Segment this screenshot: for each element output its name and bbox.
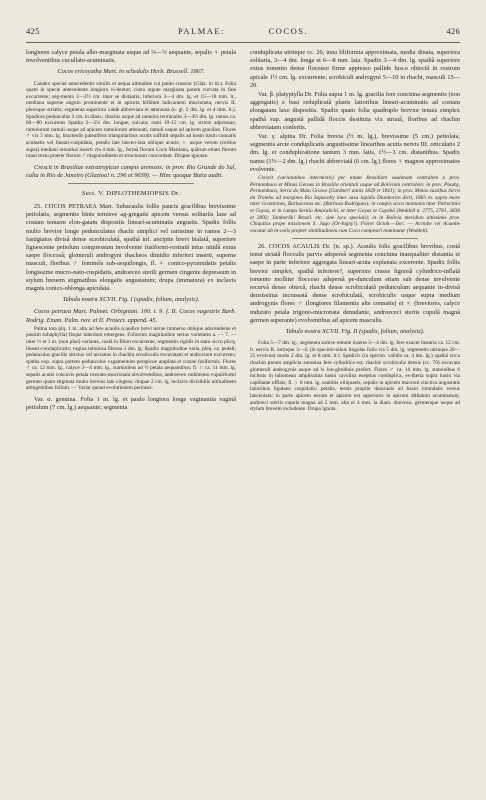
left-page-number: 425 [26,26,40,36]
plate-reference: Tabula nostra XCVII. Fig. II (spadix, folium, analysis). [285,328,425,336]
right-page-number: 426 [446,26,460,36]
right-running-title: COCOS. [268,26,309,36]
paragraph-continuation: conduplicata utrinque cc. 20, inna filiformia approximata, media dinata, superiora solitaria, 3—4 dm. longa et 6—8 mm. lata. Spadix 3—4 dm. lg. spathâ superiore extus tomento dense flocosso firme appresso pallide fusco obtectâ in rostrum apicale 1½ cm. lg. excurrente; scrobiculi androgyni 5—10 in rhachi, masculi 15—20. [250,49,460,89]
distribution-paragraph: Crescit in Brasiliae extratropicae campis arenosis: in prov. Rio Grande do Sul, culta in Rio de Janeiro (Glaziou! n. 296 et 9039). — Hinc quoque Butia audit. [26,163,236,179]
section-heading: Sect. V. DIPLOTHEMIOPSIS Dr. [81,189,181,197]
left-running-title: PALMAE: [177,26,225,36]
running-title [178,26,308,36]
description-paragraph: Palma tota plq. 1 m. alta ad fere acaulis (caudice brevi terrae immerso oblique adscendente et passim subaphylla) fisque interdum emergens. Foliorum magnitudine serius varietates a. — 7. — inter ½ et 1 m. (non plus) variante, costâ in filum excurrente, segmentis rigidis in statu sicco plicq. lineari-conduplicatis; vagina tubulosa fibrosa 1 dm. lg. Spadix magnitudine varia, pleq. ca. pedali; pedunculus gracilis strictus vel arcuatus in rhachin scrobiculis excavatam et androcium excurrens; spatha exp. supra partem pedunculus vagamentum perspicue amplata et costae fusiformis. Flores ♂ ca. 12 mm. lg., calyce 3—4 mm. lg., staminibus ad ½ petala aequantibus; fl. ♀ ca. 11 mm. lg. sepalis acutis concavis petala rostrato-mucronata obvolventibus, androeceo rudimento cupuliformi germen quam stigmata multo brevius late cingens; drupae 2 cm. lg. inclavis divisibilis ultitudinem attingentibus follum. — Variat quoad evolutionem perinnei: [26,325,236,392]
species-diagnosis: 25. COCOS PETRAEA Mart. Subacaulis follis paucis gracilibus brevissime petiolatis, segmentis binis ternisve ag-gregatis apicem versus solitariis laxe ad costam tenuem elon-gatam dispositis lineari-acuminatis angustis. Spadix follis multo brevior longe pedunculatus rhachi simplici vel rarissime in ramos 2—3 fastigiatos divisâ dense scrobiculatâ, spathâ inf. ancipite brevi bialatâ, superiore lignescente petiolum compressum involvente fusiformi-rostratâ intus nitidâ extus saepe floccosâ; glomeruli androgyni rhacheos dimidio inferiori inserti, superne masculi, floribus ♂ feminels sub-aequilongis, fl. ♀ conico-pyramidatis petalis longissime mucro-nato-cuspidatis, androeceo sterili germen cingente depressum in stylum breuem stigmatibus elongatis angustatum; drupa (immatura) ex inclavis magnis conico-oblonga apiculata. [26,202,236,292]
text-columns [26,49,460,417]
synonym-citation: Cocos petraea Mart. Palmet. Orbignian. 100. t. 9. f. II. Cocos vagestris Barb. Rodrig. Enum. Palm. nov. et II. Protect. append. 45. [26,308,236,324]
section-divider [68,183,194,184]
paragraph-continuation: longiores calyce petala albo-marginata usque ad ⅓—½ aequante, sepalis ♀ petala involventibus cucullato-acuminatis. [26,49,236,65]
variety-paragraph: Var. α. genuina. Folia 1 m. lg. et paulo longiora longe vaginantia vaginâ petiolum (7 cm. lg.) aequante; segmenta [26,395,236,411]
description-paragraph: Folia 5—7 dm. lg.; segmenta sartice remote inserta 3—4 dm. lg. fere exacte linearia ca. 12 cm. lt. nervis II. utrinque 3—4; (in specimi-nibus lingulas folia via 5 dm. lg. segmentis utrinque 20—25 evolvunt modo 2 dm. lg. et 8 mm. lt.). Spadicis (in specim. validis ca. 4 dm. lg.) spathâ circa rhachin parum amplicta antonina fere cylindrica est; rhachis scrobiculis densis (cc. 70) excavata glomeruli androgynis usque ad ¾ lon-gitudinis profert. Flores ♂ ca. 10 mm. lg. staminibus 6 inclusis in tubomean amplissima basin cavulina eseptius conduplica, es-theria supra basin via capillatae offlais; fl. ♀ 8 mm. lg. sanbitis oiliquaeis, sepalis in apicem mucroni cinctica angustatis latioribus ligulaeo cuspidatis; petalis, ternis proprie duracaeis ad basin rotundatis versus lanceolata; in parte apicem eorum et apicem est superioris in apicem dithatum acuminatum, androeci steriis cupula magna ad 2 mm. alta et 4 mm. ia diam. obovoso, germenque usque ad stylum brevem includente. Drupa ignota. [250,340,460,413]
plate-reference: Tabula nostra XCVII. Fig. I (spadix, folium, analysis). [62,296,200,304]
left-column [26,49,236,417]
page-header [26,26,460,40]
variety-paragraph: Var. β. platyptylla Dr. Folia supra 1 m. lg. gracilia fere concinna segmentis (non aggregatis) e basi reduplicatâ planis latioribus lineari-acuminatis ad costam elongatam laxe dispositis. Spadix quam folia quadruplo brevior tenuis simplex spathâ sup. angustâ pallidâ floccis destituta vix striatâ, floribus ad rhachin abbreviatam confertis. [250,91,460,131]
description-paragraph: Caudex speciei antecedentis similis et aequa altitudine cui paulo crassior (Glaz. in lit.). Folia quam in specie antecedente longiora vi-dentur; costa argute marginata parum curvata in fine excurrente; seg-menta 2—2½ cm. inter se distantia, inferiora 3—4 dm. lg. et 15—18 mm. lt., mediana superne angulo prominente et in apicem bifidum indicantem mucronata, nervis II. plerisque striatis; segmenta superiora valde abbreviata et attenuata (e. gr. 2 dm. lg. et 4 mm. lt.). Spadices pedunculus 3 cm. in diam.; rhachis usque ad ramulos terminales 3—4½ dm. lg. ramos ca. 60—80 excurrens Spatha 2—2½ dm. longae, sulcata; rami 10-15 cm. lg. stricte adpressae, ramulorum ramuli usque ad apicem ramulorum attenuati, ramuli usque ad apicem gracilior. Flores ♂ vix 5 mm. lg. bracteolis patentibus triangularibus acutis suffulti sepalis ad basin basin connatis aculeatis vel lineari-cuspidatis, petalis late lanceo-lata oblique acutis; ♀ usque verum (certius supra) mediani remotius inserti via 4 mm. lg., formâ florum Cock Martiana, quârum etiam florum ruani textu praeter florum ♂ magnitudinem et structuram concordant. Drupae ignotae. [26,80,236,160]
right-column [250,49,460,417]
synonym-citation: Cocos ericoyatha Mart. in schedulis Herb. Brussell. 1867. [57,68,205,76]
distribution-paragraph: Crescit (variatatibus intermixtis) per totam Brasiliam vaulanam centralem a prov. Pernambuco et Minas Geraes in Brasilia orientali usque ad Boliviam centralem: in prov. Piauhy, Pernambuco, Serra do Mato Grosso (Gardner! annis 1839 et 1841); in prov. Minas vastibus Serra da Tromba ad margines Rio Sapucahy inter saxa lapidis Diaoborito dicti, 1863 m. supra mare inter Grantiones, Barbacenas etc. (Barbosa Rodrigues); in campis sicca montanis inter Patrocinio et Goyaz, et in campo Sertão Amaralichi, et inter Goyaz et Cuyabá (Weddell n. 2775, 2781, 2836 et 2892; Tamberlik! Brasil. etc. sine loco speciali); et in Bolivia meridion altissimis prov. Chiquitos prope missionem S. Jago (Or-bigny!). Floret Octob.—Dec. — Accmbe vel Acumbe vocatur ab in-colis propter similitudinem cum Coco campestri nominatur (Weddell). [250,175,460,234]
species-diagnosis: 26. COCOS ACAULIS Dr. (n. sp.). Acaulis folis gracilibus brevibus, costâ tenui striatâ flocculis parvis adspersâ segmenta concinna inaequaliter distantia et saepe in parte inferiore aggregata lineari-acuta explanata excerente. Spadix follis brevior simplex, spathâ inferiore?, superiore crasse lignosâ cylindrico-inflatâ tomento molliter floccoso adspersâ pe-dunculum etiam sub dense involvente recurvâ dense obtecâ, rhachi dense scrobiculatâ pedunculum aequante in-divisâ densissima incrassatâ dense scrobiculatâ, scrobiculis usque supra medium androgynis flores ♂ (longiores filamentis alte connatis) et ♀ (breviores, calyce indurato petala trigono-mucronata denudante, androececi steriis cupulâ magnâ germen superante) evolventibus ad apicem masculis. [250,242,460,324]
header-rule [26,42,460,43]
section-divider [292,238,418,239]
variety-paragraph: Var. γ. alpina Dr. Folia brevia (½ m. lg.), brevissime (5 cm.) petiolata, segmentis arcte conduplicatis angustissime linearibus acutis nervis III. reticulatis 2 dm. lg. et conduplicatione tantum 3 mm. latis, 1½—3 cm. distantibus. Spadix nanus (1½—2 dm. lg.) rhachi abbreviatâ (6 cm. lg.) flores ♀ magnos approximatos evolvente. [250,133,460,173]
